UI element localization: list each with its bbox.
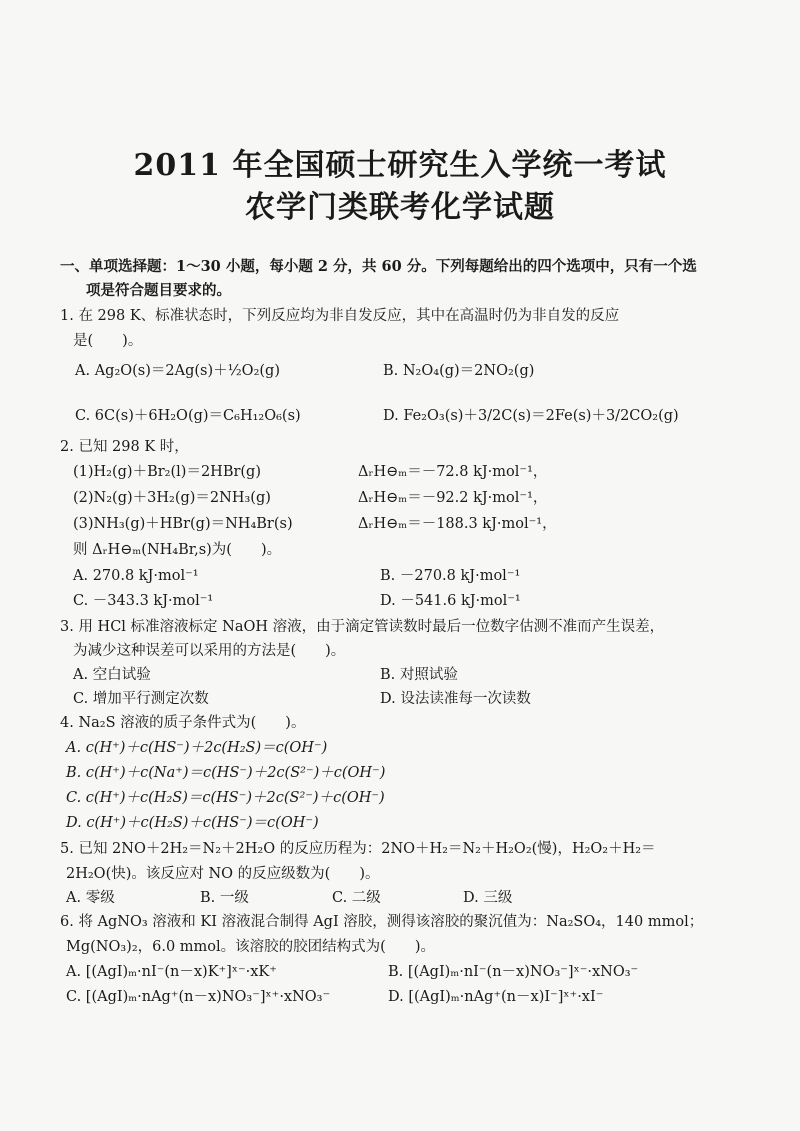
- q6-option-d: D. [(AgI)ₘ·nAg⁺(n－x)I⁻]ˣ⁺·xI⁻: [388, 989, 604, 1005]
- q5-option-d: D. 三级: [463, 890, 513, 906]
- q5-stem-cont: 2H₂O(快)。该反应对 NO 的反应级数为( )。: [66, 866, 380, 882]
- q2-reaction-3: (3)NH₃(g)＋HBr(g)＝NH₄Br(s): [73, 516, 293, 532]
- q1-option-b: B. N₂O₄(g)＝2NO₂(g): [383, 363, 535, 379]
- q3-option-d: D. 设法读准每一次读数: [380, 691, 531, 707]
- exam-title-line1: 2011 年全国硕士研究生入学统一考试: [133, 148, 667, 183]
- q2-option-a: A. 270.8 kJ·mol⁻¹: [73, 568, 199, 584]
- q3-option-c: C. 增加平行测定次数: [73, 691, 209, 707]
- q6-stem: 6. 将 AgNO₃ 溶液和 KI 溶液混合制得 AgI 溶胶，测得该溶胶的聚沉值为：Na₂SO₄，140 mmol；: [60, 914, 704, 930]
- q5-option-c: C. 二级: [332, 890, 381, 906]
- q2-reaction-1: (1)H₂(g)＋Br₂(l)＝2HBr(g): [73, 464, 261, 480]
- q1-option-d: D. Fe₂O₃(s)＋3/2C(s)＝2Fe(s)＋3/2CO₂(g): [383, 408, 679, 424]
- q6-option-b: B. [(AgI)ₘ·nI⁻(n－x)NO₃⁻]ˣ⁻·xNO₃⁻: [388, 964, 639, 980]
- q3-stem-cont: 为减少这种误差可以采用的方法是( )。: [73, 643, 346, 659]
- q2-option-d: D. －541.6 kJ·mol⁻¹: [380, 593, 521, 609]
- q2-enthalpy-2: ΔᵣH⊖ₘ＝－92.2 kJ·mol⁻¹，: [358, 490, 548, 506]
- exam-title-line2: 农学门类联考化学试题: [245, 190, 555, 225]
- q5-option-b: B. 一级: [200, 890, 249, 906]
- q2-ask: 则 ΔᵣH⊖ₘ(NH₄Br,s)为( )。: [73, 542, 282, 558]
- q2-option-b: B. －270.8 kJ·mol⁻¹: [380, 568, 521, 584]
- section-heading: 一、单项选择题：1～30 小题，每小题 2 分，共 60 分。下列每题给出的四个选项中，只有一个选: [60, 258, 697, 275]
- section-heading-cont: 项是符合题目要求的。: [86, 282, 231, 299]
- q2-enthalpy-1: ΔᵣH⊖ₘ＝－72.8 kJ·mol⁻¹，: [358, 464, 548, 480]
- q3-stem: 3. 用 HCl 标准溶液标定 NaOH 溶液，由于滴定管读数时最后一位数字估测不准而产生误差，: [60, 619, 665, 635]
- q1-option-a: A. Ag₂O(s)＝2Ag(s)＋½O₂(g): [75, 363, 280, 379]
- q6-stem-cont: Mg(NO₃)₂，6.0 mmol。该溶胶的胶团结构式为( )。: [66, 939, 435, 955]
- q2-stem: 2. 已知 298 K 时，: [60, 439, 189, 455]
- q5-option-a: A. 零级: [66, 890, 115, 906]
- q5-stem: 5. 已知 2NO＋2H₂＝N₂＋2H₂O 的反应历程为：2NO＋H₂＝N₂＋H₂O₂(慢)，H₂O₂＋H₂＝: [60, 841, 656, 857]
- q3-option-a: A. 空白试验: [73, 667, 151, 683]
- q4-option-c: C. c(H⁺)＋c(H₂S)＝c(HS⁻)＋2c(S²⁻)＋c(OH⁻): [66, 790, 385, 806]
- q6-option-a: A. [(AgI)ₘ·nI⁻(n－x)K⁺]ˣ⁻·xK⁺: [66, 964, 277, 980]
- q4-option-a: A. c(H⁺)＋c(HS⁻)＋2c(H₂S)＝c(OH⁻): [66, 740, 328, 756]
- q1-option-c: C. 6C(s)＋6H₂O(g)＝C₆H₁₂O₆(s): [75, 408, 301, 424]
- q3-option-b: B. 对照试验: [380, 667, 458, 683]
- q4-option-b: B. c(H⁺)＋c(Na⁺)＝c(HS⁻)＋2c(S²⁻)＋c(OH⁻): [66, 765, 386, 781]
- q4-stem: 4. Na₂S 溶液的质子条件式为( )。: [60, 715, 306, 731]
- q2-option-c: C. －343.3 kJ·mol⁻¹: [73, 593, 214, 609]
- q1-stem-cont: 是( )。: [73, 333, 143, 349]
- q1-stem: 1. 在 298 K、标准状态时，下列反应均为非自发反应，其中在高温时仍为非自发的反应: [60, 308, 620, 324]
- q6-option-c: C. [(AgI)ₘ·nAg⁺(n－x)NO₃⁻]ˣ⁺·xNO₃⁻: [66, 989, 331, 1005]
- q4-option-d: D. c(H⁺)＋c(H₂S)＋c(HS⁻)＝c(OH⁻): [66, 815, 319, 831]
- q2-enthalpy-3: ΔᵣH⊖ₘ＝－188.3 kJ·mol⁻¹，: [358, 516, 557, 532]
- q2-reaction-2: (2)N₂(g)＋3H₂(g)＝2NH₃(g): [73, 490, 271, 506]
